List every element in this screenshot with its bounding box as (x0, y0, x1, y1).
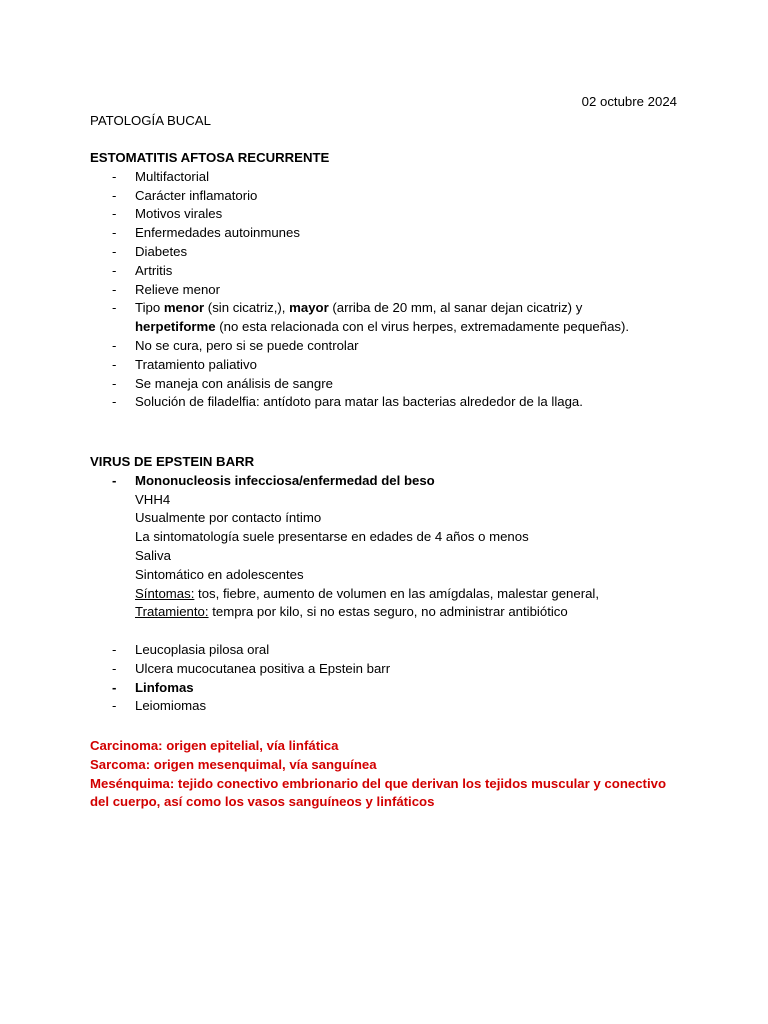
note-carcinoma: Carcinoma: origen epitelial, vía linfática (90, 738, 339, 753)
tratamiento-text: tempra por kilo, si no estas seguro, no administrar antibiótico (208, 604, 568, 620)
dash-marker: - (112, 168, 117, 184)
list-item-text: Multifactorial (135, 168, 210, 184)
list-item (90, 281, 690, 300)
list-item-text: Artritis (135, 262, 173, 278)
detail-line: La sintomatología suele presentarse en edades de 4 años o menos (135, 529, 529, 545)
detail-line: Usualmente por contacto íntimo (135, 510, 322, 526)
tipo-text-2: (sin cicatriz,), (204, 300, 290, 316)
list-item (90, 224, 690, 243)
dash-marker: - (112, 225, 117, 241)
list-item-text: Relieve menor (135, 281, 221, 297)
detail-line: Sintomático en adolescentes (135, 566, 304, 582)
list-item (90, 168, 690, 187)
list-item-text: Leucoplasia pilosa oral (135, 641, 270, 657)
list-item-text: Ulcera mucocutanea positiva a Epstein barr (135, 660, 391, 676)
list-item (90, 697, 690, 716)
dash-marker: - (112, 281, 117, 297)
dash-marker: - (112, 337, 117, 353)
list-item-text: Leiomiomas (135, 698, 207, 714)
list-item (90, 205, 690, 224)
list-item (90, 356, 690, 375)
red-notes (90, 737, 680, 812)
section-estomatitis (90, 149, 690, 412)
list-item (90, 187, 690, 206)
dash-marker: - (112, 394, 117, 410)
tipo-menor: menor (163, 300, 205, 316)
dash-marker: - (112, 243, 117, 259)
bullet-list (90, 168, 690, 412)
list-item (90, 337, 690, 356)
section-epstein-barr (90, 453, 690, 716)
detail-line-sintomas (135, 585, 690, 604)
list-item-text: Mononucleosis infecciosa/enfermedad del beso (135, 472, 435, 488)
document-title: PATOLOGÍA BUCAL (90, 113, 211, 128)
list-item (90, 375, 690, 394)
dash-marker: - (112, 679, 117, 695)
note-sarcoma: Sarcoma: origen mesenquimal, vía sanguínea (90, 756, 377, 772)
dash-marker: - (112, 187, 117, 203)
list-item (90, 660, 690, 679)
list-item-tipo (90, 299, 690, 337)
bullet-list (90, 641, 690, 716)
dash-marker: - (112, 660, 117, 676)
list-item-text: Se maneja con análisis de sangre (135, 375, 333, 391)
dash-marker: - (112, 356, 117, 372)
document-date: 02 octubre 2024 (581, 94, 677, 109)
list-item-text: Tratamiento paliativo (135, 356, 257, 372)
bullet-list (90, 472, 690, 491)
section-heading: VIRUS DE EPSTEIN BARR (90, 454, 255, 469)
list-item-text: Linfomas (135, 679, 194, 695)
note-mesenquima: Mesénquima: tejido conectivo embrionario del que derivan los tejidos muscular y conectivo del cuerpo, así como los vasos sanguíneos y linfáticos (90, 775, 666, 810)
detail-line: Saliva (135, 547, 171, 563)
tratamiento-label: Tratamiento: (135, 604, 209, 620)
dash-marker: - (112, 698, 117, 714)
dash-marker: - (112, 262, 117, 278)
tipo-mayor: mayor (289, 300, 329, 316)
list-item-text: Motivos virales (135, 206, 223, 222)
list-item (90, 641, 690, 660)
list-item-text: Enfermedades autoinmunes (135, 225, 300, 241)
list-item (90, 262, 690, 281)
list-item-text: No se cura, pero si se puede controlar (135, 337, 359, 353)
spacer (90, 622, 690, 641)
dash-marker: - (112, 472, 117, 488)
dash-marker: - (112, 641, 117, 657)
detail-line: VHH4 (135, 491, 171, 507)
tipo-text-3: (arriba de 20 mm, al sanar dejan cicatriz) y (328, 300, 583, 316)
list-item-text: Carácter inflamatorio (135, 187, 258, 203)
list-item (90, 243, 690, 262)
list-item-text: Diabetes (135, 243, 188, 259)
detail-line-tratamiento (135, 603, 690, 622)
sintomas-text: tos, fiebre, aumento de volumen en las amígdalas, malestar general, (194, 585, 600, 601)
list-item (90, 393, 690, 412)
dash-marker: - (112, 300, 117, 316)
tipo-text-1: Tipo (135, 300, 164, 316)
detail-block (90, 491, 690, 623)
dash-marker: - (112, 375, 117, 391)
dash-marker: - (112, 206, 117, 222)
tipo-text-4: (no esta relacionada con el virus herpes, extremadamente pequeñas). (215, 319, 630, 335)
section-heading: ESTOMATITIS AFTOSA RECURRENTE (90, 150, 330, 165)
list-item-mononucleosis (90, 472, 690, 491)
list-item-text: Solución de filadelfia: antídoto para matar las bacterias alrededor de la llaga. (135, 394, 583, 410)
sintomas-label: Síntomas: (135, 585, 195, 601)
tipo-herpetiforme: herpetiforme (135, 319, 216, 335)
list-item-linfomas (90, 679, 690, 698)
